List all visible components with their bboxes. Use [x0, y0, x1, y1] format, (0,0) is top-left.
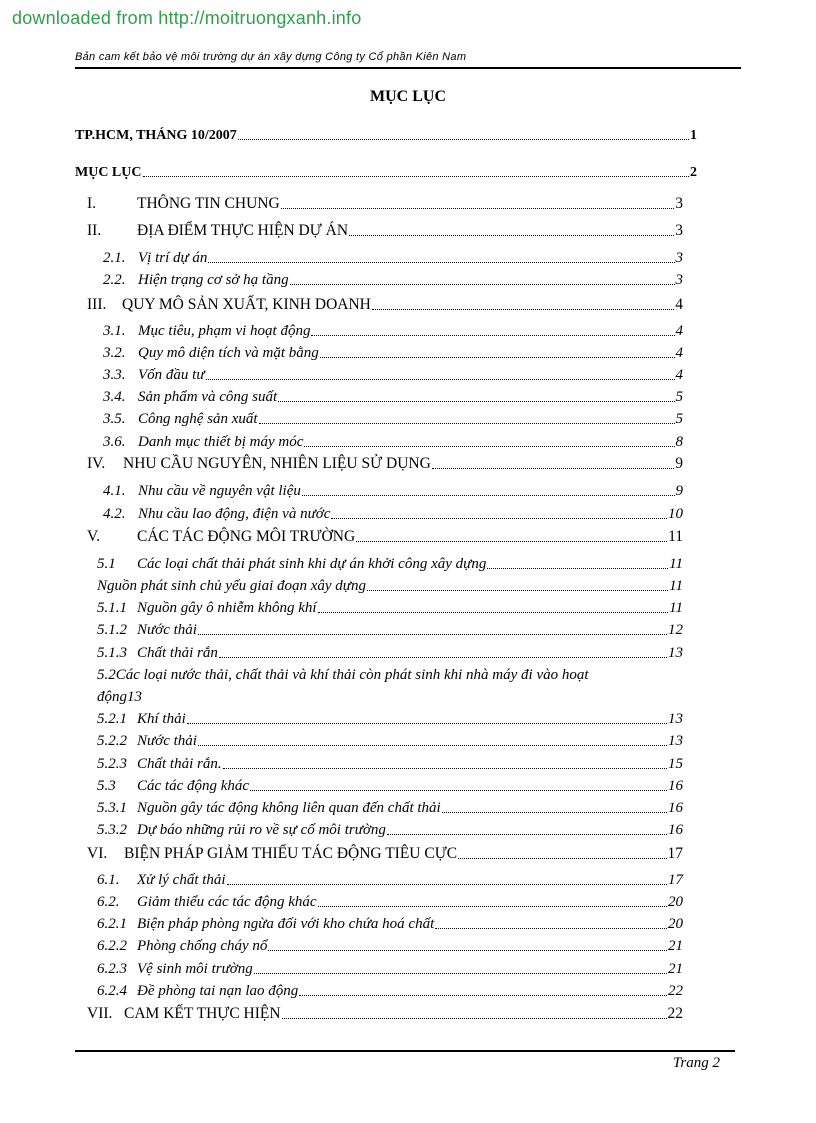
- toc-entry[interactable]: [103, 483, 683, 500]
- toc-entry-number: V.: [87, 528, 101, 545]
- toc-page-number: 13: [668, 645, 683, 661]
- toc-dot-leader: [208, 262, 674, 263]
- toc-dot-leader: [320, 357, 675, 358]
- toc-entry[interactable]: [103, 250, 683, 267]
- toc-dot-leader: [143, 176, 690, 177]
- toc-entry-label: Chất thải rắn: [137, 645, 218, 661]
- toc-entry-number: 3.2.: [103, 345, 126, 361]
- toc-entry[interactable]: [87, 1005, 683, 1023]
- toc-page-number: 11: [668, 528, 683, 545]
- toc-entry-number: 5.3.2: [97, 822, 127, 838]
- toc-entry-label: Phòng chống cháy nổ: [137, 938, 268, 954]
- toc-entry[interactable]: [97, 778, 683, 795]
- toc-entry-number: 5.3.1: [97, 800, 127, 816]
- toc-entry-label: Mục tiêu, phạm vi hoạt động: [138, 323, 311, 339]
- toc-entry-number: 5.1.1: [97, 600, 127, 616]
- toc-page-number: 17: [667, 845, 683, 862]
- toc-entry[interactable]: [103, 323, 683, 340]
- toc-entry[interactable]: [97, 733, 683, 750]
- toc-dot-leader: [349, 235, 674, 236]
- toc-entry[interactable]: [103, 367, 683, 384]
- toc-entry[interactable]: [97, 894, 683, 911]
- running-header: Bản cam kết bảo vệ môi trường dự án xây dựng Công ty Cổ phần Kiên Nam: [75, 51, 467, 63]
- toc-entry[interactable]: [103, 506, 683, 523]
- toc-page-number: 9: [675, 483, 683, 499]
- toc-entry-label: Công nghệ sản xuất: [138, 411, 258, 427]
- toc-entry-number: 5.3: [97, 778, 116, 794]
- toc-entry-number: 6.2.3: [97, 961, 127, 977]
- toc-entry-number: 3.5.: [103, 411, 126, 427]
- toc-dot-leader: [318, 906, 667, 907]
- toc-dot-leader: [304, 446, 674, 447]
- toc-page-number: 3: [675, 222, 683, 239]
- toc-dot-leader: [487, 568, 668, 569]
- toc-entry-label: CAM KẾT THỰC HIỆN: [124, 1005, 281, 1022]
- toc-dot-leader: [278, 401, 674, 402]
- toc-page-number: 3: [675, 272, 683, 288]
- toc-page-number: 15: [668, 756, 683, 772]
- toc-entry[interactable]: [87, 845, 683, 863]
- toc-page-number: 5: [675, 389, 683, 405]
- toc-dot-leader: [458, 858, 666, 859]
- toc-page-number: 11: [669, 578, 683, 594]
- toc-dot-leader: [331, 518, 667, 519]
- toc-entry-label: THÔNG TIN CHUNG: [137, 195, 280, 212]
- toc-entry-label: Đề phòng tai nạn lao động: [137, 983, 299, 999]
- toc-page-number: 12: [668, 622, 683, 638]
- toc-dot-leader: [281, 208, 675, 209]
- toc-entry-label: Các loại chất thải phát sinh khi dự án khởi công xây dựng: [137, 556, 487, 572]
- toc-entry-label: Các loại nước thải, chất thải và khí thải còn phát sinh khi nhà máy đi vào hoạt: [115, 667, 589, 683]
- toc-entry[interactable]: [87, 455, 683, 473]
- toc-entry-number: 6.2.2: [97, 938, 127, 954]
- toc-entry[interactable]: [87, 528, 683, 546]
- toc-page-number: 9: [675, 455, 683, 472]
- toc-page-number: 4: [675, 345, 683, 361]
- toc-entry[interactable]: [103, 272, 683, 289]
- toc-entry[interactable]: [97, 645, 683, 662]
- toc-entry-label: Danh mục thiết bị máy móc: [138, 434, 304, 450]
- toc-entry-number: 4.2.: [103, 506, 126, 522]
- toc-page-number: 8: [675, 434, 683, 450]
- toc-page-number: 16: [668, 822, 683, 838]
- toc-entry-number: 4.1.: [103, 483, 126, 499]
- toc-entry-label: ĐỊA ĐIỂM THỰC HIỆN DỰ ÁN: [137, 222, 349, 239]
- toc-entry-label: Vị trí dự án: [138, 250, 208, 266]
- toc-page-number: 20: [668, 916, 683, 932]
- toc-dot-leader: [259, 423, 675, 424]
- toc-entry-label: Các tác động khác: [137, 778, 250, 794]
- toc-entry-label: Xử lý chất thải: [137, 872, 226, 888]
- toc-dot-leader: [238, 139, 689, 140]
- toc-entry-number: 5.1: [97, 556, 116, 572]
- toc-entry-label: NHU CẦU NGUYÊN, NHIÊN LIỆU SỬ DỤNG: [123, 455, 431, 472]
- toc-entry-label: Biện pháp phòng ngừa đối với kho chứa hoá chất: [137, 916, 435, 932]
- toc-entry[interactable]: [97, 689, 142, 706]
- toc-page-number: 4: [675, 296, 683, 313]
- toc-entry-number: 6.1.: [97, 872, 120, 888]
- toc-entry-number: 5.2: [97, 667, 116, 683]
- toc-page-number: 22: [668, 983, 683, 999]
- toc-entry-number: 3.4.: [103, 389, 126, 405]
- toc-entry[interactable]: [75, 128, 697, 144]
- toc-dot-leader: [299, 995, 667, 996]
- toc-entry-label: Nguồn gây tác động không liên quan đến chất thải: [137, 800, 441, 816]
- toc-entry-label: Nhu cầu lao động, điện và nước: [138, 506, 331, 522]
- toc-page-number: 22: [667, 1005, 683, 1022]
- toc-entry-number: VI.: [87, 845, 108, 862]
- toc-entry-number: 6.2.4: [97, 983, 127, 999]
- toc-entry-number: 3.3.: [103, 367, 126, 383]
- toc-dot-leader: [206, 379, 675, 380]
- toc-page-number: 3: [675, 195, 683, 212]
- toc-entry[interactable]: [97, 961, 683, 978]
- toc-page-number: 17: [668, 872, 683, 888]
- toc-dot-leader: [318, 612, 669, 613]
- toc-dot-leader: [187, 723, 667, 724]
- toc-entry-number: VII.: [87, 1005, 113, 1022]
- toc-entry-label: MỤC LỤC: [75, 165, 142, 180]
- toc-dot-leader: [442, 812, 667, 813]
- toc-dot-leader: [198, 634, 667, 635]
- toc-page-number: 10: [668, 506, 683, 522]
- toc-entry-label: Nước thải: [137, 733, 197, 749]
- toc-entry-number: 5.1.3: [97, 645, 127, 661]
- toc-entry[interactable]: [103, 434, 683, 451]
- toc-page-number: 4: [675, 367, 683, 383]
- toc-entry-number: III.: [87, 296, 107, 313]
- toc-entry[interactable]: [103, 389, 683, 406]
- toc-entry-label: động13: [97, 689, 142, 705]
- page-number: Trang 2: [672, 1055, 720, 1071]
- toc-entry[interactable]: [97, 800, 683, 817]
- toc-entry[interactable]: [97, 916, 683, 933]
- toc-page-number: 13: [668, 711, 683, 727]
- toc-entry[interactable]: [97, 822, 683, 839]
- toc-page-number: 16: [668, 800, 683, 816]
- toc-page-number: 3: [675, 250, 683, 266]
- toc-page-number: 16: [668, 778, 683, 794]
- toc-entry-number: II.: [87, 222, 102, 239]
- toc-entry-label: Giảm thiểu các tác động khác: [137, 894, 317, 910]
- toc-entry[interactable]: [103, 411, 683, 428]
- toc-entry[interactable]: [75, 165, 697, 181]
- toc-page-number: 21: [668, 961, 683, 977]
- toc-dot-leader: [387, 834, 667, 835]
- toc-entry[interactable]: [97, 622, 683, 639]
- toc-entry-number: 5.2.2: [97, 733, 127, 749]
- toc-entry-label: CÁC TÁC ĐỘNG MÔI TRƯỜNG: [137, 528, 356, 545]
- toc-entry-number: 6.2.: [97, 894, 120, 910]
- toc-dot-leader: [227, 884, 667, 885]
- toc-entry[interactable]: [97, 756, 683, 773]
- toc-dot-leader: [432, 468, 674, 469]
- toc-entry[interactable]: [97, 983, 683, 1000]
- toc-entry[interactable]: [97, 578, 683, 595]
- toc-dot-leader: [219, 657, 667, 658]
- toc-entry[interactable]: [97, 556, 683, 573]
- toc-entry-number: 5.1.2: [97, 622, 127, 638]
- toc-page-number: 11: [669, 556, 683, 572]
- toc-page-number: 5: [675, 411, 683, 427]
- toc-entry-number: 3.1.: [103, 323, 126, 339]
- toc-entry[interactable]: [87, 296, 683, 314]
- toc-page-number: 20: [668, 894, 683, 910]
- toc-entry-label: Sản phẩm và công suất: [138, 389, 278, 405]
- toc-dot-leader: [254, 973, 667, 974]
- toc-entry-number: 5.2.1: [97, 711, 127, 727]
- toc-dot-leader: [302, 495, 675, 496]
- toc-entry-number: 2.1.: [103, 250, 126, 266]
- toc-dot-leader: [372, 309, 674, 310]
- toc-dot-leader: [282, 1018, 667, 1019]
- toc-entry-label: Nguồn phát sinh chủ yếu giai đoạn xây dựng: [97, 578, 366, 594]
- toc-entry-label: Chất thải rắn.: [137, 756, 222, 772]
- toc-entry-label: Nguồn gây ô nhiễm không khí: [137, 600, 317, 616]
- toc-dot-leader: [223, 768, 667, 769]
- toc-entry-number: I.: [87, 195, 97, 212]
- toc-entry-label: Nhu cầu về nguyên vật liệu: [138, 483, 301, 499]
- toc-dot-leader: [367, 590, 668, 591]
- toc-dot-leader: [435, 928, 667, 929]
- watermark-text: downloaded from http://moitruongxanh.info: [12, 8, 362, 28]
- toc-entry-number: 5.2.3: [97, 756, 127, 772]
- toc-entry-label: TP.HCM, THÁNG 10/2007: [75, 128, 237, 143]
- toc-entry-label: Vốn đầu tư: [138, 367, 205, 383]
- toc-entry[interactable]: [97, 872, 683, 889]
- footer-rule: [75, 1050, 735, 1052]
- toc-entry[interactable]: [97, 600, 683, 617]
- toc-entry[interactable]: [103, 345, 683, 362]
- toc-entry-label: BIỆN PHÁP GIẢM THIỂU TÁC ĐỘNG TIÊU CỰC: [124, 845, 458, 862]
- toc-page-number: 4: [675, 323, 683, 339]
- toc-page-number: 13: [668, 733, 683, 749]
- toc-entry-label: Dự báo những rủi ro về sự cố môi trường: [137, 822, 386, 838]
- toc-entry[interactable]: [87, 195, 683, 213]
- toc-entry[interactable]: [87, 222, 683, 240]
- toc-page-number: 1: [690, 128, 697, 143]
- toc-entry-label: Hiện trạng cơ sở hạ tầng: [138, 272, 289, 288]
- toc-dot-leader: [198, 745, 667, 746]
- toc-entry-label: Vệ sinh môi trường: [137, 961, 253, 977]
- toc-dot-leader: [268, 950, 667, 951]
- page-title: MỤC LỤC: [370, 88, 446, 105]
- toc-entry-number: 3.6.: [103, 434, 126, 450]
- toc-entry[interactable]: [97, 938, 683, 955]
- toc-entry-label: Quy mô diện tích và mặt bằng: [138, 345, 319, 361]
- toc-entry-number: 2.2.: [103, 272, 126, 288]
- toc-dot-leader: [250, 790, 667, 791]
- toc-entry-number: 6.2.1: [97, 916, 127, 932]
- header-rule: [75, 67, 741, 69]
- toc-page-number: 11: [669, 600, 683, 616]
- toc-entry[interactable]: [97, 667, 589, 684]
- toc-entry-label: Khí thải: [137, 711, 186, 727]
- toc-entry-number: IV.: [87, 455, 106, 472]
- toc-dot-leader: [290, 284, 675, 285]
- toc-dot-leader: [356, 541, 667, 542]
- toc-page-number: 2: [690, 165, 697, 180]
- toc-entry-label: Nước thải: [137, 622, 197, 638]
- toc-dot-leader: [311, 335, 674, 336]
- toc-entry-label: QUY MÔ SẢN XUẤT, KINH DOANH: [122, 296, 371, 313]
- toc-page-number: 21: [668, 938, 683, 954]
- toc-entry[interactable]: [97, 711, 683, 728]
